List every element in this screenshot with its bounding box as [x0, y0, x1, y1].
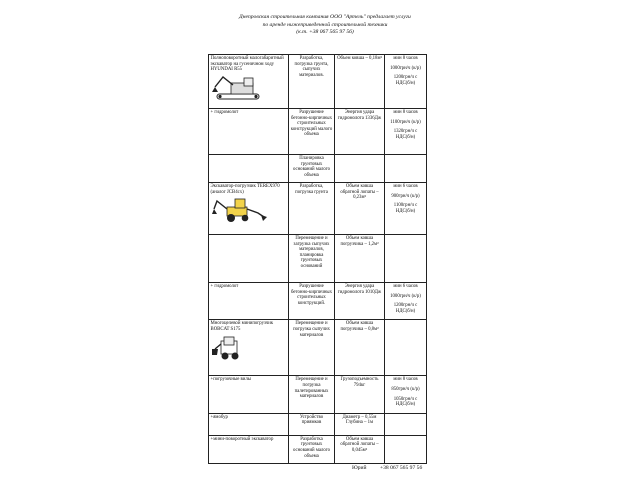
price-cash: 1000грн/ч (к/р) — [390, 293, 421, 299]
equipment-cell — [209, 183, 289, 235]
table-row — [209, 109, 427, 155]
equipment-cell — [209, 55, 289, 109]
equipment-name: + гидромолот — [209, 109, 289, 155]
equipment-name: Полноповоротный малогабаритный экскаватор на гусеничном ходу HYUNDAI R55 — [210, 56, 284, 73]
price-cash: 900грн/ч (к/р) — [391, 193, 420, 199]
price-cell — [385, 183, 427, 235]
work-description: Разработка грунтовых оснований малого объема — [289, 435, 335, 463]
spec-value: Объем ковша погрузчика – 0,8м³ — [335, 320, 385, 376]
price-cell — [385, 235, 427, 283]
spec-value: Энергия удара гидромолота 1336Дж — [335, 109, 385, 155]
equipment-name: +ямобур — [209, 413, 289, 435]
price-cell — [385, 413, 427, 435]
table-row — [209, 235, 427, 283]
table-row — [209, 155, 427, 183]
equipment-name: +погрузочные вилы — [209, 376, 289, 413]
work-description: Перемещение и погрузка палетированных материалов — [289, 376, 335, 413]
price-vat: 1200грн/ч с НДС(б/н) — [393, 75, 418, 86]
price-min-hours: мин 6 часов — [393, 284, 418, 289]
equipment-table — [208, 54, 427, 464]
price-cell — [385, 109, 427, 155]
price-vat: 1200грн/ч с НДС(б/н) — [393, 303, 418, 314]
spec-value: Энергия удара гидромолота 1010Дж — [335, 283, 385, 320]
table-row — [209, 435, 427, 463]
equipment-name: +мини-поворотный экскаватор — [209, 435, 289, 463]
contact-name: Юрий — [352, 465, 367, 471]
spec-value: Диаметр – 0,55м Глубина – 1м — [335, 413, 385, 435]
work-description: Разрушение бетонно-кирпичных строительных конструкций. — [289, 283, 335, 320]
header-line-3: (к.т. +38 067 565 97 56) — [296, 29, 354, 35]
price-cell — [385, 435, 427, 463]
table-row — [209, 320, 427, 376]
backhoe-loader-image — [211, 197, 269, 223]
work-description: Планировка грунтовых оснований малого объема — [289, 155, 335, 183]
equipment-name: + гидромолот — [209, 283, 289, 320]
price-vat: 1050грн/ч с НДС(б/н) — [393, 396, 418, 408]
price-cash: 1100грн/ч (к/р) — [390, 119, 421, 125]
table-row — [209, 376, 427, 413]
contact-footer — [352, 465, 422, 471]
price-cell — [385, 55, 427, 109]
table-row — [209, 413, 427, 435]
document-header — [190, 14, 460, 37]
equipment-cell — [209, 320, 289, 376]
table-row — [209, 183, 427, 235]
work-description: Перемещение и погрузка сыпучих материалов — [289, 320, 335, 376]
contact-phone: +38 067 565 97 56 — [379, 465, 423, 471]
work-description: Разрушение бетонно-кирпичных строительных конструкций малого объема — [289, 109, 335, 155]
equipment-name — [209, 155, 289, 183]
excavator-image — [211, 75, 271, 101]
work-description: Разработка, погрузка грунта, сыпучих материалов. — [289, 55, 335, 109]
spec-value: Объем ковша обратной лопаты – 0,045м³ — [335, 435, 385, 463]
equipment-name: Экскаватор-погрузчик TEREX970 (аналог JCB4cx) — [210, 184, 280, 195]
table-row — [209, 55, 427, 109]
price-cell — [385, 376, 427, 413]
work-description: Перемещение и загрузка сыпучих материалов, планировка грунтовых оснований — [289, 235, 335, 283]
equipment-name — [209, 235, 289, 283]
price-cell — [385, 155, 427, 183]
price-cell — [385, 320, 427, 376]
price-min-hours: мин 6 часов — [393, 184, 418, 189]
price-min-hours: мин 8 часов — [393, 56, 418, 61]
price-vat: 1320грн/ч с НДС(б/н) — [393, 129, 418, 140]
spec-value: Объем ковша – 0,18м³ — [335, 55, 385, 109]
price-min-hours: мин 8 часов — [393, 377, 418, 383]
table-row — [209, 283, 427, 320]
price-vat: 1100грн/ч с НДС(б/н) — [393, 203, 418, 214]
spec-value: Грузоподъемность 794кг — [335, 376, 385, 413]
spec-value: Объем ковша погрузчика – 1,2м³ — [335, 235, 385, 283]
price-cash: 850грн/ч (к/р) — [391, 386, 420, 392]
work-description: Устройство приямков — [289, 413, 335, 435]
skid-steer-loader-image — [211, 335, 251, 361]
price-cell — [385, 283, 427, 320]
spec-value — [335, 155, 385, 183]
header-line-2: по аренде нижеприведенной строительной техники — [262, 21, 388, 28]
spec-value: Объем ковша обратной лопаты – 0,23м³ — [335, 183, 385, 235]
equipment-name: Многоцелевой минипогрузчик BOBCAT S175 — [210, 321, 274, 332]
work-description: Разработка, погрузка грунта — [289, 183, 335, 235]
price-cash: 1000грн/ч (к/р) — [390, 65, 421, 71]
price-min-hours: мин 8 часов — [393, 110, 418, 115]
header-line-1: Днепровская строительная компания ООО "Артель" предлагает услуги — [239, 14, 411, 20]
